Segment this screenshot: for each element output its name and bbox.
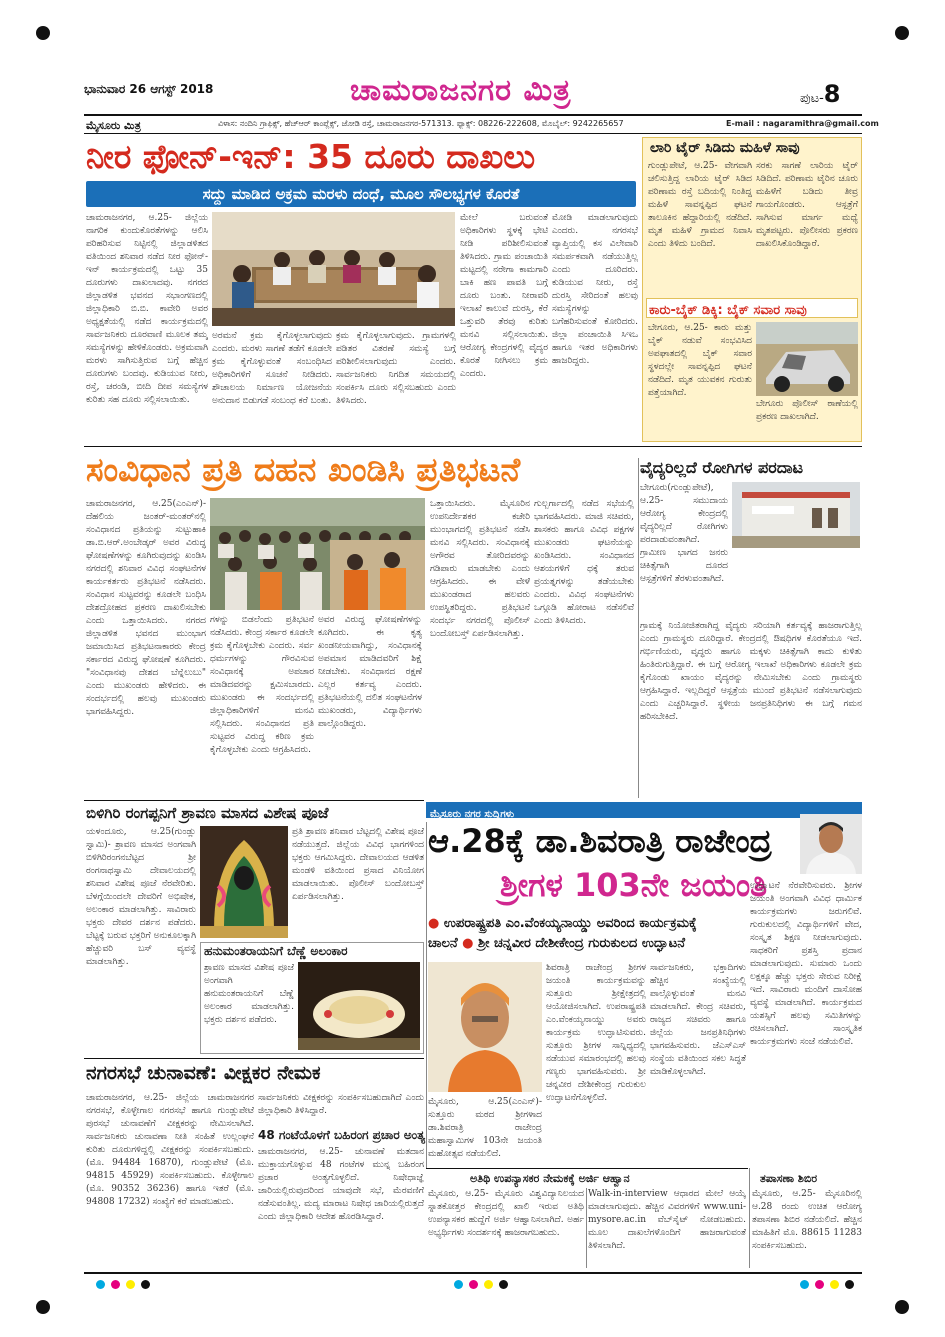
contact-email: E-mail : nagaramithra@gmail.com <box>726 119 879 128</box>
temple-idol-photo <box>200 826 288 938</box>
color-bar <box>800 1280 854 1289</box>
page-label-text: ಪುಟ- <box>800 91 824 106</box>
bullet-icon: ● <box>428 916 440 931</box>
story5-col1: ಬೇಗೂರು(ಗುಂಡ್ಲುಪೇಟೆ), ಆ.25- ಸಮುದಾಯ ಆರೋಗ್ಯ ಕೇಂದ್ರದಲ್ಲಿ ವೈದ್ಯರಿಲ್ಲದೆ ರೋಗಿಗಳು ಪರದಾಡುವಂತಾಗಿದೆ. ಗ್ರಾಮೀಣ ಭಾಗದ ಜನರು ಚಿಕಿತ್ಸೆಗಾಗಿ ದೂರದ ಆಸ್ಪತ್ರೆಗಳಿಗೆ ತೆರಳುವಂತಾಗಿದೆ. <box>640 483 728 584</box>
footer-rule <box>84 1272 862 1274</box>
story7-col2: ಪ್ರತಿ ಶ್ರಾವಣ ಶನಿವಾರ ಬೆಟ್ಟದಲ್ಲಿ ವಿಶೇಷ ಪೂಜೆ ನಡೆಯುತ್ತದೆ. ಜಿಲ್ಲೆಯ ವಿವಿಧ ಭಾಗಗಳಿಂದ ಭಕ್ತರು ಆಗಮಿಸಿದ್ದರು. ದೇವಾಲಯದ ಆಡಳಿತ ಮಂಡಳಿ ವತಿಯಿಂದ ಪ್ರಸಾದ ವಿನಿಯೋಗ ಮಾಡಲಾಯಿತು. ಪೊಲೀಸ್ ಬಂದೋಬಸ್ತ್ ಏರ್ಪಡಿಸಲಾಗಿತ್ತು. <box>292 827 424 902</box>
column-rule <box>586 1188 587 1268</box>
story1-subhead-text: ಸದ್ದು ಮಾಡಿದ ಅಕ್ರಮ ಮರಳು ದಂಧೆ, ಮೂಲ ಸೌಲಭ್ಯಗಳ ಕೊರತೆ <box>202 185 520 203</box>
story1-subhead <box>86 181 636 207</box>
masthead: ಚಾಮರಾಜನಗರ ಮಿತ್ರ <box>350 73 572 108</box>
story2-col2: ಸರಕು ಸಾಗಣೆ ಲಾರಿಯ ಟೈರ್ ಸಿಡಿದಿದೆ. ಪರಿಣಾಮ ಟೈರಿನ ಚೂರು ಮಹಿಳೆಗೆ ಬಡಿದು ತೀವ್ರ ಗಾಯಗೊಂಡರು. ಆಸ್ಪತ್ರೆಗೆ ಸಾಗಿಸುವ ಮಾರ್ಗ ಮಧ್ಯೆ ಮೃತಪಟ್ಟರು. ಪೊಲೀಸರು ಪ್ರಕರಣ ದಾಖಲಿಸಿಕೊಂಡಿದ್ದಾರೆ. <box>756 161 858 249</box>
story6-headline2: ಶ್ರೀಗಳ 103ನೇ ಜಯಂತಿ <box>500 866 768 904</box>
story4-headline: ಸಂವಿಧಾನ ಪ್ರತಿ ದಹನ ಖಂಡಿಸಿ ಪ್ರತಿಭಟನೆ <box>86 450 521 489</box>
story1-col4: ಮೇಲೆ ಬರುವಂತೆ ಅಧಿಕಾರಿಗಳು ಸ್ಥಳಕ್ಕೆ ಭೇಟಿ ನೀಡಿ ಪರಿಶೀಲಿಸುವಂತೆ ತಿಳಿಸಿದರು. ಗ್ರಾಮ ಪಂಚಾಯಿತಿ ಮಟ್ಟದಲ್ಲಿ ನರೇಗಾ ಕಾಮಗಾರಿ ಬಾಕಿ ಹಣ ಪಾವತಿ ಬಗ್ಗೆ ದೂರು ಬಂತು. ನೀರಾವರಿ ಇಲಾಖೆ ಕಾಲುವೆ ದುರಸ್ತಿ, ಕೆರೆ ಒತ್ತುವರಿ ತೆರವು ಕುರಿತು ಮನವಿ ಸಲ್ಲಿಸಲಾಯಿತು. ಆರೋಗ್ಯ ಕೇಂದ್ರಗಳಲ್ಲಿ ವೈದ್ಯರ ಕೊರತೆ ನೀಗಿಸಲು ಕ್ರಮ ಎಂದರು. <box>460 213 548 379</box>
story8-col1: ಶ್ರಾವಣ ಮಾಸದ ವಿಶೇಷ ಪೂಜೆ ಅಂಗವಾಗಿ ಹನುಮಂತರಾಯನಿಗೆ ಬೆಣ್ಣೆ ಅಲಂಕಾರ ಮಾಡಲಾಗಿತ್ತು. ಭಕ್ತರು ದರ್ಶನ ಪಡೆದರು. <box>204 963 294 1025</box>
story6-col3: ಸಾರ್ವಜನಿಕರು, ಭಕ್ತಾದಿಗಳು ಹೆಚ್ಚಿನ ಸಂಖ್ಯೆಯಲ್ಲಿ ಪಾಲ್ಗೊಳ್ಳುವಂತೆ ಮನವಿ ಮಾಡಲಾಗಿದೆ. ಕೇಂದ್ರ ಸಚಿವರು, ರಾಜ್ಯದ ಸಚಿವರು ಹಾಗೂ ಜಿಲ್ಲೆಯ ಜನಪ್ರತಿನಿಧಿಗಳು ಭಾಗವಹಿಸುವರು. ಜೆಎಸ್‌ಎಸ್ ಸಂಸ್ಥೆಯ ವತಿಯಿಂದ ಸಕಲ ಸಿದ್ಧತೆ ಮಾಡಿಕೊಳ್ಳಲಾಗಿದೆ. <box>650 963 746 1077</box>
story10-headline: 48 ಗಂಟೆಯೊಳಗೆ ಬಹಿರಂಗ ಪ್ರಚಾರ ಅಂತ್ಯ <box>258 1128 426 1142</box>
butter-decoration-photo <box>298 962 420 1050</box>
vice-president-photo <box>800 814 862 874</box>
story1-col2: ಅರಮನೆ ಕ್ರಮ ಕೈಗೊಳ್ಳಲಾಗುವುದು ಎಂದರು. ಮರಳು ಸಾಗಣೆ ತಡೆಗೆ ಕೂಡಲೇ ಕ್ರಮ ಕೈಗೊಳ್ಳುವಂತೆ ಸಂಬಂಧಿಸಿದ ಅಧಿಕಾರಿಗಳಿಗೆ ಸೂಚನೆ ನೀಡಿದರು. ಶೌಚಾಲಯ ನಿರ್ಮಾಣ ಯೋಜನೆಯ ಅನುದಾನ ಬಿಡುಗಡೆ ಸಂಬಂಧ ಕರೆ ಬಂತು. <box>212 331 332 406</box>
column-rule <box>426 822 427 1168</box>
temple-idol-photo-graphic <box>200 826 288 938</box>
contact-info: ವಿಳಾಸ: ನಂದಿನಿ ಗ್ರಾಫಿಕ್ಸ್, ಹೆಚ್‌ಆರ್ ಕಾಂಪ್ಲೆಕ್ಸ್, ಜೋಡಿ ರಸ್ತೆ, ಚಾಮರಾಜನಗರ-571313. ಫ್ಯಾಕ್ಸ್: 08226-222608, ಮೊಬೈಲ್: 9242265657 <box>218 119 624 128</box>
story4-col2: ಗಳನ್ನು ಬಿಡಲೆಂದು ಪ್ರತಿಭಟನೆ ನಡೆಸಿದರು. ಕೇಂದ್ರ ಸರ್ಕಾರ ಕೂಡಲೇ ಕ್ರಮ ಕೈಗೊಳ್ಳಬೇಕು ಎಂದರು. ಸರ್ವ ಧರ್ಮಗಳನ್ನು ಗೌರವಿಸುವ ಸಂವಿಧಾನಕ್ಕೆ ಅಪಚಾರ ಮಾಡಿದವರನ್ನು ಕ್ಷಮಿಸಬಾರದು. ಮುಖಂಡರು ಈ ಸಂದರ್ಭದಲ್ಲಿ ಜಿಲ್ಲಾಧಿಕಾರಿಗಳಿಗೆ ಮನವಿ ಸಲ್ಲಿಸಿದರು. ಸಂವಿಧಾನದ ಪ್ರತಿ ಸುಟ್ಟವರ ವಿರುದ್ಧ ಕಠಿಣ ಕ್ರಮ ಕೈಗೊಳ್ಳಬೇಕು ಎಂದು ಆಗ್ರಹಿಸಿದರು. <box>210 615 314 755</box>
meeting-photo <box>212 212 455 326</box>
registration-mark-icon <box>36 26 50 40</box>
story11-col1: ಮೈಸೂರು, ಆ.25- ಮೈಸೂರು ವಿಶ್ವವಿದ್ಯಾನಿಲಯದ ಸ್ನಾತಕೋತ್ತರ ಕೇಂದ್ರದಲ್ಲಿ ಖಾಲಿ ಇರುವ ಅತಿಥಿ ಉಪನ್ಯಾಸಕರ ಹುದ್ದೆಗೆ ಅರ್ಜಿ ಆಹ್ವಾನಿಸಲಾಗಿದೆ. ಅರ್ಹ ಅಭ್ಯರ್ಥಿಗಳು ಸಂದರ್ಶನಕ್ಕೆ ಹಾಜರಾಗಬಹುದು. <box>428 1189 584 1238</box>
protest-photo-2 <box>330 540 425 610</box>
hospital-photo <box>732 482 860 548</box>
story5-headline: ವೈದ್ಯರಿಲ್ಲದೆ ರೋಗಿಗಳ ಪರದಾಟ <box>640 458 804 477</box>
swamiji-photo-graphic <box>428 962 542 1092</box>
color-bar <box>454 1280 508 1289</box>
accident-photo-graphic <box>756 322 858 396</box>
story12-headline: ತಪಾಸಣಾ ಶಿಬಿರ <box>760 1172 818 1185</box>
hospital-photo-graphic <box>732 482 860 548</box>
column-rule <box>638 458 639 798</box>
divider-3 <box>84 1058 424 1059</box>
story4-col5: ಗುಲ್ಬರ್ಗಾದಲ್ಲಿ ನಡೆದ ಸಭೆಯಲ್ಲಿ ಭಾಗವಹಿಸಿದರು. ಮಾಜಿ ಸಚಿವರು, ಶಾಸಕರು ಹಾಗೂ ವಿವಿಧ ಪಕ್ಷಗಳ ಮುಖಂಡರು ಘಟನೆಯನ್ನು ಖಂಡಿಸಿದರು. ಸಂವಿಧಾನದ ಆಶಯಗಳಿಗೆ ಧಕ್ಕೆ ತರುವ ಪ್ರಯತ್ನಗಳನ್ನು ತಡೆಯಬೇಕು ಎಂದರು. ವಿವಿಧ ಸಂಘಟನೆಗಳು ಒಗ್ಗೂಡಿ ಹೋರಾಟ ನಡೆಸಲಿವೆ ಎಂದು ತಿಳಿಸಿದರು. <box>534 499 634 626</box>
story3-headline: ಕಾರು-ಬೈಕ್ ಡಿಕ್ಕಿ: ಬೈಕ್ ಸವಾರ ಸಾವು <box>649 303 807 318</box>
color-bar <box>96 1280 150 1289</box>
swamiji-photo <box>428 962 542 1092</box>
story1-col3: ಕ್ರಮ ಕೈಗೊಳ್ಳಲಾಗುವುದು. ಗ್ರಾಮಗಳಲ್ಲಿ ಪಡಿತರ ವಿತರಣೆ ಸಮಸ್ಯೆ ಬಗ್ಗೆ ಪರಿಶೀಲಿಸಲಾಗುವುದು ಎಂದರು. ಸಾರ್ವಜನಿಕರು ನಿಗದಿತ ಸಮಯದಲ್ಲಿ ಸಂಪರ್ಕಿಸಿ ದೂರು ಸಲ್ಲಿಸಬಹುದು ಎಂದು ತಿಳಿಸಿದರು. <box>336 331 456 406</box>
story6-sub2 <box>428 936 685 951</box>
vice-president-photo-graphic <box>800 814 862 874</box>
story2-col1: ಗುಂಡ್ಲುಪೇಟೆ, ಆ.25- ವೇಗವಾಗಿ ಚಲಿಸುತ್ತಿದ್ದ ಲಾರಿಯ ಟೈರ್ ಸಿಡಿದ ಪರಿಣಾಮ ರಸ್ತೆ ಬದಿಯಲ್ಲಿ ನಿಂತಿದ್ದ ಮಹಿಳೆ ಸಾವನ್ನಪ್ಪಿದ ಘಟನೆ ತಾಲೂಕಿನ ಹೆದ್ದಾರಿಯಲ್ಲಿ ನಡೆದಿದೆ. ಮೃತ ಮಹಿಳೆ ಗ್ರಾಮದ ನಿವಾಸಿ ಎಂದು ತಿಳಿದು ಬಂದಿದೆ. <box>648 161 752 249</box>
story6-sub1 <box>428 916 697 931</box>
story1-headline: ನೀರ ಫೋನ್-ಇನ್: 35 ದೂರು ದಾಖಲು <box>86 137 536 176</box>
story10-col1: ಚಾಮರಾಜನಗರ, ಆ.25- ಚುನಾವಣೆ ಮತದಾನ ಮುಕ್ತಾಯಗೊಳ್ಳುವ 48 ಗಂಟೆಗಳ ಮುನ್ನ ಬಹಿರಂಗ ಪ್ರಚಾರ ಅಂತ್ಯಗೊಳ್ಳಲಿದೆ. ನಿಷೇಧಾಜ್ಞೆ ಜಾರಿಯಲ್ಲಿರುವುದರಿಂದ ಯಾವುದೇ ಸಭೆ, ಮೆರವಣಿಗೆ ನಡೆಸುವಂತಿಲ್ಲ. ಮದ್ಯ ಮಾರಾಟ ನಿಷೇಧ ಜಾರಿಯಲ್ಲಿರುತ್ತದೆ ಎಂದು ಜಿಲ್ಲಾಧಿಕಾರಿ ಆದೇಶ ಹೊರಡಿಸಿದ್ದಾರೆ. <box>258 1147 424 1222</box>
registration-mark-icon <box>895 1300 909 1314</box>
story3-col2: ಬೇಗೂರು ಪೊಲೀಸ್ ಠಾಣೆಯಲ್ಲಿ ಪ್ರಕರಣ ದಾಖಲಾಗಿದೆ. <box>756 399 858 422</box>
column-rule <box>749 1168 750 1268</box>
city-news-band-label: ಮೈಸೂರು ನಗರ ಸುದ್ದಿಗಳು <box>430 809 515 820</box>
story9-col1: ಚಾಮರಾಜನಗರ, ಆ.25- ಜಿಲ್ಲೆಯ ಚಾಮರಾಜನಗರ ನಗರಸಭೆ, ಕೊಳ್ಳೇಗಾಲ ನಗರಸಭೆ ಹಾಗೂ ಗುಂಡ್ಲುಪೇಟೆ ಪುರಸಭೆ ಚುನಾವಣೆಗೆ ವೀಕ್ಷಕರನ್ನು ನೇಮಿಸಲಾಗಿದೆ. ಸಾರ್ವಜನಿಕರು ಚುನಾವಣಾ ನೀತಿ ಸಂಹಿತೆ ಉಲ್ಲಂಘನೆ ಕುರಿತು ದೂರುಗಳಿದ್ದಲ್ಲಿ ವೀಕ್ಷಕರನ್ನು ಸಂಪರ್ಕಿಸಬಹುದು. (ಮೊ. 94484 16870), ಗುಂಡ್ಲುಪೇಟೆ (ಮೊ. 94815 45929) ಸಂಪರ್ಕಿಸಬಹುದು. ಕೊಳ್ಳೇಗಾಲ (ಮೊ. 90352 36236) ಹಾಗೂ ಇತರೆ (ಮೊ. 94808 17232) ಸಂಖ್ಯೆಗೆ ಕರೆ ಮಾಡಬಹುದು. <box>86 1093 254 1207</box>
story12-col1: ಮೈಸೂರು, ಆ.25- ಮೈಸೂರಿನಲ್ಲಿ ಆ.28 ರಂದು ಉಚಿತ ಆರೋಗ್ಯ ತಪಾಸಣಾ ಶಿಬಿರ ನಡೆಯಲಿದೆ. ಹೆಚ್ಚಿನ ಮಾಹಿತಿಗೆ ಮೊ. 88615 11283 ಸಂಪರ್ಕಿಸಬಹುದು. <box>752 1189 862 1251</box>
registration-mark-icon <box>895 26 909 40</box>
story6-sub1-text: ಉಪರಾಷ್ಟ್ರಪತಿ ಎಂ.ವೆಂಕಯ್ಯನಾಯ್ಡು ಅವರಿಂದ ಕಾರ್ಯಕ್ರಮಕ್ಕೆ <box>443 916 697 931</box>
header-date: ಭಾನುವಾರ 26 ಆಗಸ್ಟ್ 2018 <box>84 82 214 96</box>
story4-col4: ಒತ್ತಾಯಿಸಿದರು. ಮೈಸೂರಿನ ಉಪನಿರ್ದೇಶಕರ ಕಚೇರಿ ಮುಂಭಾಗದಲ್ಲಿ ಪ್ರತಿಭಟನೆ ನಡೆಸಿ ಮನವಿ ಸಲ್ಲಿಸಿದರು. ಸಂವಿಧಾನಕ್ಕೆ ಅಗೌರವ ತೋರಿದವರನ್ನು ಗಡಿಪಾರು ಮಾಡಬೇಕು ಎಂದು ಆಗ್ರಹಿಸಿದರು. ಈ ವೇಳೆ ಮುಖಂಡರಾದ ಹಲವರು ಉಪಸ್ಥಿತರಿದ್ದರು. ಪ್ರತಿಭಟನೆ ಸಂದರ್ಭ ನಗರದಲ್ಲಿ ಪೊಲೀಸ್ ಬಂದೋಬಸ್ತ್ ಏರ್ಪಡಿಸಲಾಗಿತ್ತು. <box>430 499 530 639</box>
story11-headline: ಅತಿಥಿ ಉಪನ್ಯಾಸಕರ ನೇಮಕಕ್ಕೆ ಅರ್ಜಿ ಆಹ್ವಾನ <box>470 1172 630 1185</box>
city-news-band <box>426 802 862 818</box>
story6-headline: ಆ.28ಕ್ಕೆ ಡಾ.ಶಿವರಾತ್ರಿ ರಾಜೇಂದ್ರ <box>428 822 772 860</box>
accident-photo <box>756 322 858 396</box>
story1-col1: ಚಾಮರಾಜನಗರ, ಆ.25- ಜಿಲ್ಲೆಯ ನಾಗರಿಕ ಕುಂದುಕೊರತೆಗಳನ್ನು ಆಲಿಸಿ ಪರಿಹರಿಸುವ ನಿಟ್ಟಿನಲ್ಲಿ ಜಿಲ್ಲಾಡಳಿತದ ವತಿಯಿಂದ ಶನಿವಾರ ನಡೆದ ನೀರ ಫೋನ್-ಇನ್ ಕಾರ್ಯಕ್ರಮದಲ್ಲಿ ಒಟ್ಟು 35 ದೂರುಗಳು ದಾಖಲಾದವು. ನಗರದ ಜಿಲ್ಲಾಡಳಿತ ಭವನದ ಸಭಾಂಗಣದಲ್ಲಿ ಜಿಲ್ಲಾಧಿಕಾರಿ ಬಿ.ಬಿ. ಕಾವೇರಿ ಅವರ ಅಧ್ಯಕ್ಷತೆಯಲ್ಲಿ ನಡೆದ ಕಾರ್ಯಕ್ರಮದಲ್ಲಿ ಸಾರ್ವಜನಿಕರು ದೂರವಾಣಿ ಮೂಲಕ ತಮ್ಮ ಸಮಸ್ಯೆಗಳನ್ನು ಹೇಳಿಕೊಂಡರು. ಅಕ್ರಮವಾಗಿ ಮರಳು ಸಾಗಿಸುತ್ತಿರುವ ಬಗ್ಗೆ ಹೆಚ್ಚಿನ ದೂರುಗಳು ಬಂದವು. ಕುಡಿಯುವ ನೀರು, ರಸ್ತೆ, ಚರಂಡಿ, ಬೀದಿ ದೀಪ ಸಮಸ್ಯೆಗಳ ಕುರಿತು ಸಹ ದೂರು ಸಲ್ಲಿಸಲಾಯಿತು. <box>86 213 208 405</box>
story8-headline: ಹನುಮಂತರಾಯನಿಗೆ ಬೆಣ್ಣೆ ಅಲಂಕಾರ <box>204 944 348 958</box>
header-rule <box>84 114 862 116</box>
story6-sub2a-text: ಚಾಲನೆ <box>428 936 458 951</box>
story6-col2: ಶಿವರಾತ್ರಿ ರಾಜೇಂದ್ರ ಶ್ರೀಗಳ ಜಯಂತಿ ಕಾರ್ಯಕ್ರಮವನ್ನು ಸುತ್ತೂರು ಶ್ರೀಕ್ಷೇತ್ರದಲ್ಲಿ ಆಯೋಜಿಸಲಾಗಿದೆ. ಉಪರಾಷ್ಟ್ರಪತಿ ಎಂ.ವೆಂಕಯ್ಯನಾಯ್ಡು ಅವರು ಕಾರ್ಯಕ್ರಮ ಉದ್ಘಾಟಿಸುವರು. ಸುತ್ತೂರು ಶ್ರೀಗಳ ಸಾನ್ನಿಧ್ಯದಲ್ಲಿ ನಡೆಯುವ ಸಮಾರಂಭದಲ್ಲಿ ಹಲವು ಗಣ್ಯರು ಭಾಗವಹಿಸುವರು. ಶ್ರೀ ಚನ್ನವೀರ ದೇಶೀಕೇಂದ್ರ ಗುರುಕುಲ ಉದ್ಘಾಟನೆಗೊಳ್ಳಲಿದೆ. <box>546 963 646 1103</box>
story4-col1: ಚಾಮರಾಜನಗರ, ಆ.25(ಎಂಎನ್)- ದೆಹಲಿಯ ಜಂತರ್-ಮಂತರ್‌ನಲ್ಲಿ ಸಂವಿಧಾನದ ಪ್ರತಿಯನ್ನು ಸುಟ್ಟುಹಾಕಿ ಡಾ.ಬಿ.ಆರ್.ಅಂಬೇಡ್ಕರ್ ಅವರ ವಿರುದ್ಧ ಘೋಷಣೆಗಳನ್ನು ಕೂಗಿರುವುದನ್ನು ಖಂಡಿಸಿ ನಗರದಲ್ಲಿ ಶನಿವಾರ ವಿವಿಧ ಸಂಘಟನೆಗಳ ಕಾರ್ಯಕರ್ತರು ಪ್ರತಿಭಟನೆ ನಡೆಸಿದರು. ಸಂವಿಧಾನ ಸುಟ್ಟವರನ್ನು ಕೂಡಲೇ ಬಂಧಿಸಿ ದೇಶದ್ರೋಹದ ಪ್ರಕರಣ ದಾಖಲಿಸಬೇಕು ಎಂದು ಒತ್ತಾಯಿಸಿದರು. ನಗರದ ಜಿಲ್ಲಾಡಳಿತ ಭವನದ ಮುಂಭಾಗ ಜಮಾಯಿಸಿದ ಪ್ರತಿಭಟನಾಕಾರರು ಕೇಂದ್ರ ಸರ್ಕಾರದ ವಿರುದ್ಧ ಘೋಷಣೆ ಕೂಗಿದರು. "ಸಂವಿಧಾನವು ದೇಶದ ಬೆನ್ನೆಲುಬು" ಎಂದು ಮುಖಂಡರು ಹೇಳಿದರು. ಈ ಸಂದರ್ಭದಲ್ಲಿ ಹಲವು ಮುಖಂಡರು ಭಾಗವಹಿಸಿದ್ದರು. <box>86 499 206 717</box>
page-number: 8 <box>823 80 841 108</box>
butter-decoration-photo-graphic <box>298 962 420 1050</box>
story3-headline-bar <box>646 298 858 318</box>
protest-photo-2-graphic <box>330 540 425 610</box>
story6-sub2b-text: ಶ್ರೀ ಚನ್ನವೀರ ದೇಶೀಕೇಂದ್ರ ಗುರುಕುಲದ ಉದ್ಘಾಟನೆ <box>478 936 686 951</box>
divider-4 <box>426 1168 748 1169</box>
story11-col2: Walk-in-interview ಆಧಾರದ ಮೇಲೆ ಆಯ್ಕೆ ಮಾಡಲಾಗುವುದು. ಹೆಚ್ಚಿನ ವಿವರಗಳಿಗೆ www.uni-mysore.ac.in ವೆಬ್‌ಸೈಟ್ ನೋಡಬಹುದು. ಮೂಲ ದಾಖಲೆಗಳೊಂದಿಗೆ ಹಾಜರಾಗುವಂತೆ ತಿಳಿಸಲಾಗಿದೆ. <box>588 1189 746 1251</box>
story7-headline: ಬಿಳಿಗಿರಿ ರಂಗಪ್ಪನಿಗೆ ಶ್ರಾವಣ ಮಾಸದ ವಿಶೇಷ ಪೂಜೆ <box>86 804 329 822</box>
divider-2 <box>84 800 424 801</box>
header-rule-2 <box>84 133 862 134</box>
bullet-icon: ● <box>462 936 474 951</box>
divider-1 <box>84 446 862 447</box>
page-label <box>800 80 840 108</box>
story9-col2: ಸಾರ್ವಜನಿಕರು ವೀಕ್ಷಕರನ್ನು ಸಂಪರ್ಕಿಸಬಹುದಾಗಿದೆ ಎಂದು ಜಿಲ್ಲಾಧಿಕಾರಿ ತಿಳಿಸಿದ್ದಾರೆ. <box>258 1093 424 1116</box>
story4-col3: ಅವರ ವಿರುದ್ಧ ಘೋಷಣೆಗಳನ್ನು ಕೂಗಿದರು. ಈ ಕೃತ್ಯ ಖಂಡನೀಯವಾಗಿದ್ದು, ಸಂವಿಧಾನಕ್ಕೆ ಅಪಮಾನ ಮಾಡಿದವರಿಗೆ ಶಿಕ್ಷೆ ನೀಡಬೇಕು. ಸಂವಿಧಾನದ ರಕ್ಷಣೆ ಎಲ್ಲರ ಕರ್ತವ್ಯ ಎಂದರು. ಪ್ರತಿಭಟನೆಯಲ್ಲಿ ದಲಿತ ಸಂಘಟನೆಗಳ ಮುಖಂಡರು, ವಿದ್ಯಾರ್ಥಿಗಳು ಪಾಲ್ಗೊಂಡಿದ್ದರು. <box>318 615 422 729</box>
section-name: ಮೈಸೂರು ಮಿತ್ರ <box>86 119 141 132</box>
story9-headline: ನಗರಸಭೆ ಚುನಾವಣೆ: ವೀಕ್ಷಕರ ನೇಮಕ <box>86 1062 321 1084</box>
story3-col1: ಬೇಗೂರು, ಆ.25- ಕಾರು ಮತ್ತು ಬೈಕ್ ನಡುವೆ ಸಂಭವಿಸಿದ ಅಪಘಾತದಲ್ಲಿ ಬೈಕ್ ಸವಾರ ಸ್ಥಳದಲ್ಲೇ ಸಾವನ್ನಪ್ಪಿದ ಘಟನೆ ನಡೆದಿದೆ. ಮೃತ ಯುವಕನ ಗುರುತು ಪತ್ತೆಯಾಗಿದೆ. <box>648 323 752 398</box>
story7-col1: ಯಳಂದೂರು, ಆ.25(ಗುಂಡ್ಲು ಸ್ವಾಮಿ)- ಶ್ರಾವಣ ಮಾಸದ ಅಂಗವಾಗಿ ಬಿಳಿಗಿರಿರಂಗನಬೆಟ್ಟದ ಶ್ರೀ ರಂಗನಾಥಸ್ವಾಮಿ ದೇವಾಲಯದಲ್ಲಿ ಶನಿವಾರ ವಿಶೇಷ ಪೂಜೆ ನೆರವೇರಿತು. ಬೆಳಗ್ಗೆಯಿಂದಲೇ ದೇವರಿಗೆ ಅಭಿಷೇಕ, ಅಲಂಕಾರ ಮಾಡಲಾಗಿತ್ತು. ಸಾವಿರಾರು ಭಕ್ತರು ದೇವರ ದರ್ಶನ ಪಡೆದರು. ಬೆಟ್ಟಕ್ಕೆ ಬರುವ ಭಕ್ತರಿಗೆ ಅನುಕೂಲಕ್ಕಾಗಿ ಹೆಚ್ಚುವರಿ ಬಸ್ ವ್ಯವಸ್ಥೆ ಮಾಡಲಾಗಿತ್ತು. <box>86 827 196 967</box>
story2-headline: ಲಾರಿ ಟೈರ್ ಸಿಡಿದು ಮಹಿಳೆ ಸಾವು <box>650 140 800 156</box>
story1-col5: ಮೋಡಿ ಮಾಡಲಾಗುವುದು ಎಂದರು. ನಗರಸಭೆ ವ್ಯಾಪ್ತಿಯಲ್ಲಿ ಕಸ ವಿಲೇವಾರಿ ಸಮರ್ಪಕವಾಗಿ ನಡೆಯುತ್ತಿಲ್ಲ ಎಂದು ದೂರಿದರು. ಕುಡಿಯುವ ನೀರು, ರಸ್ತೆ ದುರಸ್ತಿ ಸೇರಿದಂತೆ ಹಲವು ಸಮಸ್ಯೆಗಳನ್ನು ಬಗೆಹರಿಸುವಂತೆ ಕೋರಿದರು. ಜಿಲ್ಲಾ ಪಂಚಾಯಿತಿ ಸಿಇಒ ಹಾಗೂ ಇತರ ಅಧಿಕಾರಿಗಳು ಹಾಜರಿದ್ದರು. <box>552 213 638 366</box>
story6-col1: ಮೈಸೂರು, ಆ.25(ಎಂಎನ್)- ಸುತ್ತೂರು ಮಠದ ಶ್ರೀಗಳಾದ ಡಾ.ಶಿವರಾತ್ರಿ ರಾಜೇಂದ್ರ ಮಹಾಸ್ವಾಮಿಗಳ 103ನೇ ಜಯಂತಿ ಮಹೋತ್ಸವ ನಡೆಯಲಿದೆ. <box>428 1097 542 1159</box>
story6-col4: ಉದ್ಘಾಟನೆ ನೆರವೇರಿಸುವರು. ಶ್ರೀಗಳ ಜಯಂತಿ ಅಂಗವಾಗಿ ವಿವಿಧ ಧಾರ್ಮಿಕ ಕಾರ್ಯಕ್ರಮಗಳು ಜರುಗಲಿವೆ. ಗುರುಕುಲದಲ್ಲಿ ವಿದ್ಯಾರ್ಥಿಗಳಿಗೆ ವೇದ, ಸಂಸ್ಕೃತ ಶಿಕ್ಷಣ ನೀಡಲಾಗುವುದು. ಸಾಧಕರಿಗೆ ಪ್ರಶಸ್ತಿ ಪ್ರದಾನ ಮಾಡಲಾಗುವುದು. ಸುಮಾರು ಒಂದು ಲಕ್ಷಕ್ಕೂ ಹೆಚ್ಚು ಭಕ್ತರು ಸೇರುವ ನಿರೀಕ್ಷೆ ಇದೆ. ಸಾವಿರಾರು ಮಂದಿಗೆ ದಾಸೋಹ ವ್ಯವಸ್ಥೆ ಮಾಡಲಾಗಿದೆ. ಕಾರ್ಯಕ್ರಮದ ಯಶಸ್ಸಿಗೆ ಹಲವು ಸಮಿತಿಗಳನ್ನು ರಚಿಸಲಾಗಿದೆ. ಸಾಂಸ್ಕೃತಿಕ ಕಾರ್ಯಕ್ರಮಗಳು ಸಂಜೆ ನಡೆಯಲಿವೆ. <box>750 881 862 1047</box>
story5-col2: ಗ್ರಾಮಕ್ಕೆ ನಿಯೋಜಿತರಾಗಿದ್ದ ವೈದ್ಯರು ಸರಿಯಾಗಿ ಕರ್ತವ್ಯಕ್ಕೆ ಹಾಜರಾಗುತ್ತಿಲ್ಲ ಎಂದು ಗ್ರಾಮಸ್ಥರು ದೂರಿದ್ದಾರೆ. ಕೇಂದ್ರದಲ್ಲಿ ಔಷಧಿಗಳ ಕೊರತೆಯೂ ಇದೆ. ಗರ್ಭಿಣಿಯರು, ವೃದ್ಧರು ಹಾಗೂ ಮಕ್ಕಳು ಚಿಕಿತ್ಸೆಗಾಗಿ ಕಾದು ಕುಳಿತು ಹಿಂತಿರುಗುತ್ತಿದ್ದಾರೆ. ಈ ಬಗ್ಗೆ ಆರೋಗ್ಯ ಇಲಾಖೆ ಅಧಿಕಾರಿಗಳು ಕೂಡಲೇ ಕ್ರಮ ಕೈಗೊಂಡು ಖಾಯಂ ವೈದ್ಯರನ್ನು ನೇಮಿಸಬೇಕು ಎಂದು ಗ್ರಾಮಸ್ಥರು ಆಗ್ರಹಿಸಿದ್ದಾರೆ. ಇಲ್ಲದಿದ್ದರೆ ಆಸ್ಪತ್ರೆಯ ಮುಂದೆ ಪ್ರತಿಭಟನೆ ನಡೆಸಲಾಗುವುದು ಎಂದು ಎಚ್ಚರಿಸಿದ್ದಾರೆ. ಸ್ಥಳೀಯ ಜನಪ್ರತಿನಿಧಿಗಳು ಈ ಬಗ್ಗೆ ಗಮನ ಹರಿಸಬೇಕಿದೆ. <box>640 621 862 722</box>
registration-mark-icon <box>36 1300 50 1314</box>
meeting-photo-graphic <box>212 212 455 326</box>
